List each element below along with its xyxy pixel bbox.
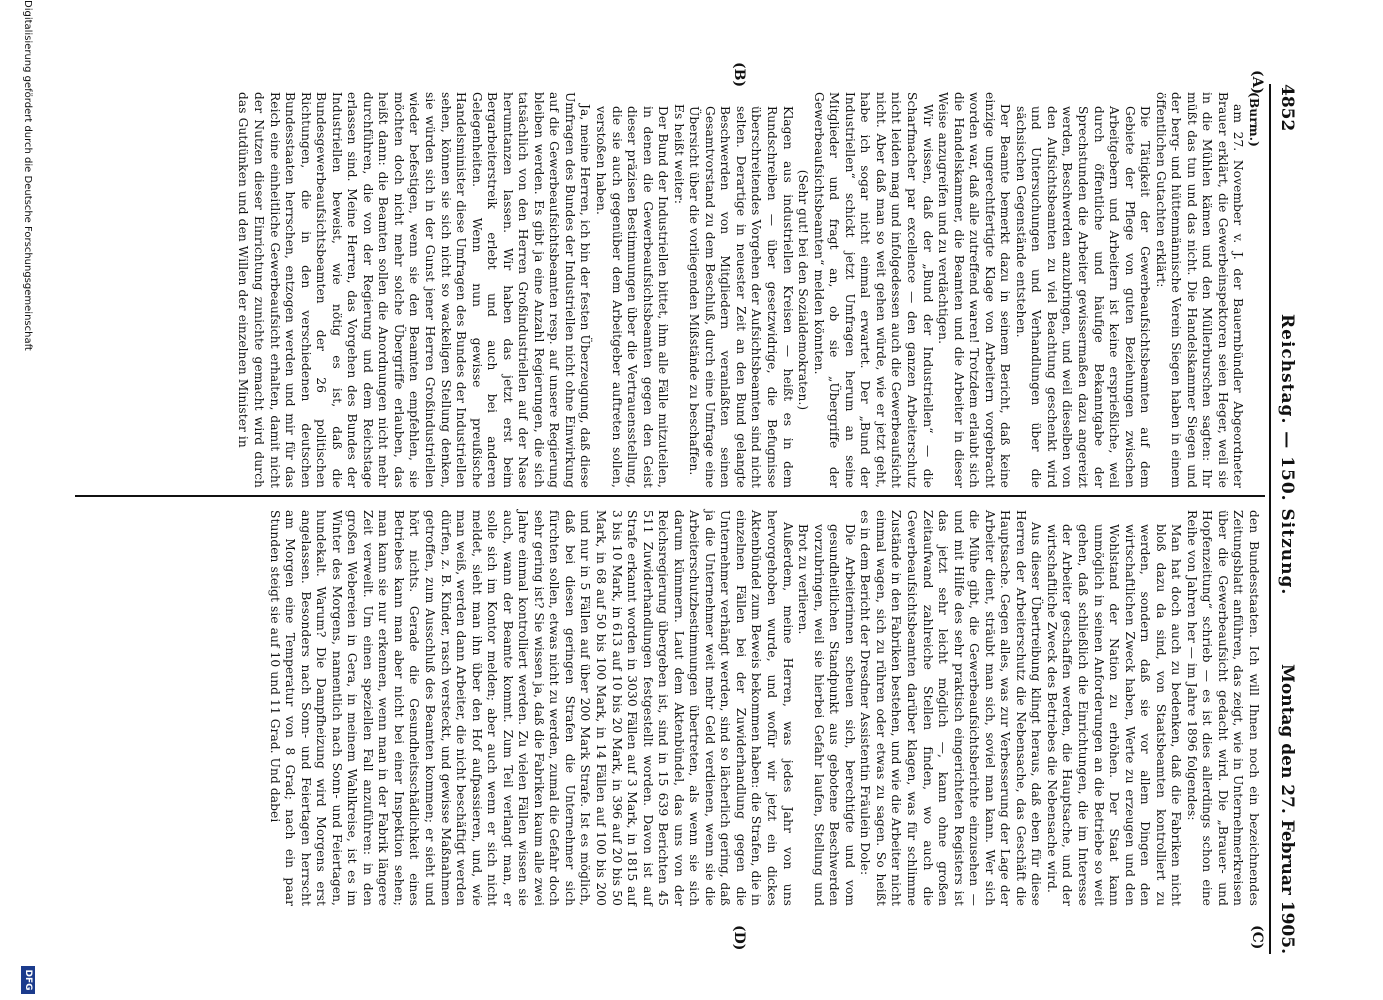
interjection: (Sehr gut! bei den Sozialdemokraten.) [796,169,811,411]
paragraph: Der Beamte bemerkt dazu in seinem Bericht, daß keine einzige ungerechtfertigte Klage von Arbeitern vorgebracht worden war, daß alle zutreffend waren! Trotzdem erlaubt sich die Handelskammer, die Beamten und die Arbeiter in dieser Weise anzugreifen und zu verdächtigen. [936,92,1013,488]
column-divider [75,495,1265,497]
page-number: 4852 [1277,84,1297,132]
margin-marker-c: (C) [1249,925,1265,950]
page-header [1271,84,1297,954]
paragraph: am 27. November v. J. der Bauernbündler Abgeordneter Brauer erklärt, die Gewerbeinspektoren seien Heger, weil sie in die Mühlen kämen und den Müllerburschen sagten: Ihr müßt das tun und das nicht. Die Handelskammer Siegen und der berg- und hüttenmännische Verein Siegen haben in einem öffentlichen Gutachten erklärt: [1153,92,1246,488]
paragraph: Wir wissen, daß der „Bund der Industriellen“ — die Scharfmacher par excellence — den ganzen Arbeiterschutz nicht leiden mag und infolgedessen auch die Gewerbeaufsicht nicht. Aber daß man so weit gehen würde, wie er jetzt geht, habe ich sogar nicht einmal erwartet. Der „Bund der Industriellen“ schickt jetzt Umfragen herum an seine Mitglieder und fragt an, ob sie „Übergriffe der Gewerbeaufsichtsbeamten“ melden könnten. [811,92,935,488]
quotation: Der Bund der Industriellen bittet, ihm alle Fälle mitzuteilen, in denen die Gewerbeaufsichtsbeamten gegen den Geist dieser präzisen Bestimmungen über die Vertrauensstellung, die sie auch gegenüber dem Arbeitgeber auftreten sollen, verstoßen haben. [594,106,671,488]
page-footer [13,0,37,1000]
quotation: Klagen aus industriellen Kreisen — heißt es in dem Rundschreiben — über gesetzwidrige, die Befugnisse überschreitendes Vorgehen der Aufsichtsbeamten sind nicht selten. Derartige in neuester Zeit an den Bund gelangte Beschwerden von Mitgliedern veranlaßten seinen Gesamtvorstand zu dem Beschluß, durch eine Umfrage eine Übersicht über die vorliegenden Mißstände zu beschaffen. [687,106,795,488]
left-column [235,92,1261,488]
paragraph: Ja, meine Herren, ich bin der festen Überzeugung, daß diese Umfragen des Bundes der Industriellen nicht ohne Einwirkung auf die Gewerbeaufsichtsbeamten resp. auf unsere Regierung bleiben werden. Es gibt ja eine Anzahl Regierungen, die sich tatsächlich von den Herren Großindustriellen auf der Nase herumtanzen lassen. Wir haben das jetzt erst beim Bergarbeiterstreik erlebt und auch bei anderen Gelegenheiten. Wenn nun gewisse preußische Handelsminister diese Umfragen des Bundes der Industriellen sehen, können sie sich nicht so wackeligen Stellung denken, sie würden sich in der Gunst jener Herren Großindustriellen wieder befestigen, wenn sie den Beamten empfehlen, sie möchten doch nicht mehr solche Übergriffe erlauben, das heißt dann: die Beamten sollen die Anordnungen nicht mehr durchführen, die von der Regierung und dem Reichstage erlassen sind. Meine Herren, das Vorgehen des Bundes der Industriellen beweist, wie nötig es ist, daß die Bundesgewerbeaufsichtsbeamten der 26 politischen Richtungen, die in den verschiedenen deutschen Bundesstaaten herrschen, entzogen werden und mir für das Reich eine einheitliche Gewerbeaufsicht erhalten, damit nicht der Nutzen dieser Einrichtung zunichte gemacht wird durch das Gutdünken und den Willen der einzelnen Minister in [236,92,593,488]
digitization-credit: Digitalisierung gefördert durch die Deutsche Forschungsgemeinschaft [22,0,33,351]
paragraph: den Bundesstaaten. Ich will Ihnen noch ein bezeichnendes Zeitungsblatt anführen, das zeigt, wie in Unternehmerkreisen über die Gewerbeaufsicht gedacht wird. Die „Brauer- und Hopfenzeitung“ schrieb — es ist dies allerdings schon eine Reihe von Jahren her — im Jahre 1896 folgendes: [1184,510,1261,906]
session-date: Montag den 27. Februar 1905. [1277,664,1297,954]
quotation: Die Tätigkeit der Gewerbeaufsichtsbeamten auf dem Gebiete der Pflege von guten Beziehungen zwischen Arbeitgebern und Arbeitern ist keine ersprießliche, weil durch öffentliche und häufige Bekanntgabe der Sprechstunden die Arbeiter gewissermaßen dazu angereizt werden, Beschwerden anzubringen, und weil dieselben von den Aufsichtsbeamten zu viel Beachtung geschenkt wird und Untersuchungen und Verhandlungen über die sächsischen Gegenstände entstehen. [1013,106,1153,488]
header-rule [1269,84,1271,954]
margin-marker-b: (B) [731,62,747,88]
margin-marker-d: (D) [731,925,747,951]
paragraph: Außerdem, meine Herren, was jedes Jahr von uns hervorgehoben wurde, und wofür wir jetzt ein dickes Aktenbündel zum Beweis bekommen haben: die Strafen, die in einzelnen Fällen bei der Zuwiderhandlung gegen die Unternehmer verhängt werden, sind so lächerlich gering, daß ja die Unternehmer weit mehr Geld verdienen, wenn sie die Arbeiterschutzbestimmungen übertreten, als wenn sie sich darum kümmern. Laut dem Aktenbündel, das uns von der Reichsregierung übergeben ist, sind in 15 639 Berichten 45 511 Zuwiderhandlungen festgestellt worden. Davon ist auf Strafe erkannt worden in 3030 Fällen auf 3 Mark, in 1815 auf 3 bis 10 Mark, in 613 auf 10 bis 20 Mark, in 396 auf 20 bis 50 Mark, in 68 auf 50 bis 100 Mark, in 14 Fällen auf 100 bis 200 und nur in 5 Fällen auf über 200 Mark Strafe. Ist es möglich, daß bei diesen geringen Strafen die Unternehmer sich fürchten sollen, etwas nicht zu werden, zumal die Gefahr doch sehr gering ist? Sie wissen ja, daß die Fabriken kaum alle zwei Jahre einmal kontrolliert werden. Zu vielen Fällen wissen sie auch, wann der Beamte kommt. Zum Teil verlangt man, er solle sich im Kontor melden; aber auch wenn er sich nicht meldet, sieht man ihn über den Hof aufpassieren, und, wie man weiß, werden dann Arbeiter, die nicht beschäftigt werden dürfen, z. B. Kinder, rasch versteckt, und gewisse Maßnahmen getroffen, zum Ausschluß des Beamten kommen; er sieht und hört nichts. Gerade die Gesundheitsschädlichkeit eines Betriebes kann man aber nicht bei einer Inspektion sehen; man kann sie nur erkennen, wenn man in der Fabrik längere Zeit verweilt. Um einen speziellen Fall anzuführen: in den großen Webereien in Gera, in meinem Wahlkreise, ist es im Winter des Morgens, namentlich nach Sonn- und Feiertagen, hundekalt. Warum? Die Dampfheizung wird Morgens erst angelassen. Besonders nach Sonn- und Feiertagen herrscht am Morgen eine Temperatur von 8 Grad; nach ein paar Stunden steigt sie auf 10 und 11 Grad. Und dabei [267,510,795,906]
margin-marker-a: (A) [1249,70,1265,95]
dfg-logo: DFG [21,966,35,994]
right-column [266,510,1261,906]
session-title: Reichstag. — 150. Sitzung. [1277,314,1297,596]
quotation: Man hat doch auch zu bedenken, daß die Fabriken nicht bloß dazu da sind, von Staatsbeamten kontrolliert zu werden, sondern daß sie vor allem Dingen den wirtschaftlichen Zweck haben, Werte zu erzeugen und den Wohlstand der Nation zu erhöhen. Der Staat kann unmöglich in seinen Anforderungen an die Betriebe so weit gehen, daß schließlich die Einrichtungen, die im Interesse der Arbeiter geschaffen werden, die Hauptsache, und der wirtschaftliche Zweck des Betriebes die Nebensache wird. [1044,524,1184,906]
paragraph: Aus dieser Übertreibung klingt heraus, daß eben für diese Herren der Arbeiterschutz die Nebensache, das Geschäft die Hauptsache. Gegen alles, was zur Verbesserung der Lage der Arbeiter dient, sträubt man sich, soviel man kann. Wer sich die Mühe gibt, die Gewerbeaufsichtsberichte einzusehen — und mit Hilfe des sehr praktisch eingerichteten Registers ist das jetzt sehr leicht möglich —, kann ohne großen Zeitaufwand zahlreiche Stellen finden, wo auch die Gewerbeaufsichtsbeamten darüber klagen, was für schlimme Zustände in den Fabriken bestehen, und wie die Arbeiter nicht einmal wagen, sich zu rühren oder etwas zu sagen. So heißt es in dem Bericht der Dresdner Assistentin Fräulein Dole: [858,510,1044,906]
speaker-label: (Burm.) [1247,92,1261,147]
paragraph: Es heißt weiter: [671,104,686,205]
quotation: Die Arbeiterinnen scheuen sich, berechtigte und vom gesundheitlichen Standpunkt aus gebotene Beschwerden vorzubringen, weil sie hierbei Gefahr laufen, Stellung und Brot zu verlieren. [796,524,857,906]
